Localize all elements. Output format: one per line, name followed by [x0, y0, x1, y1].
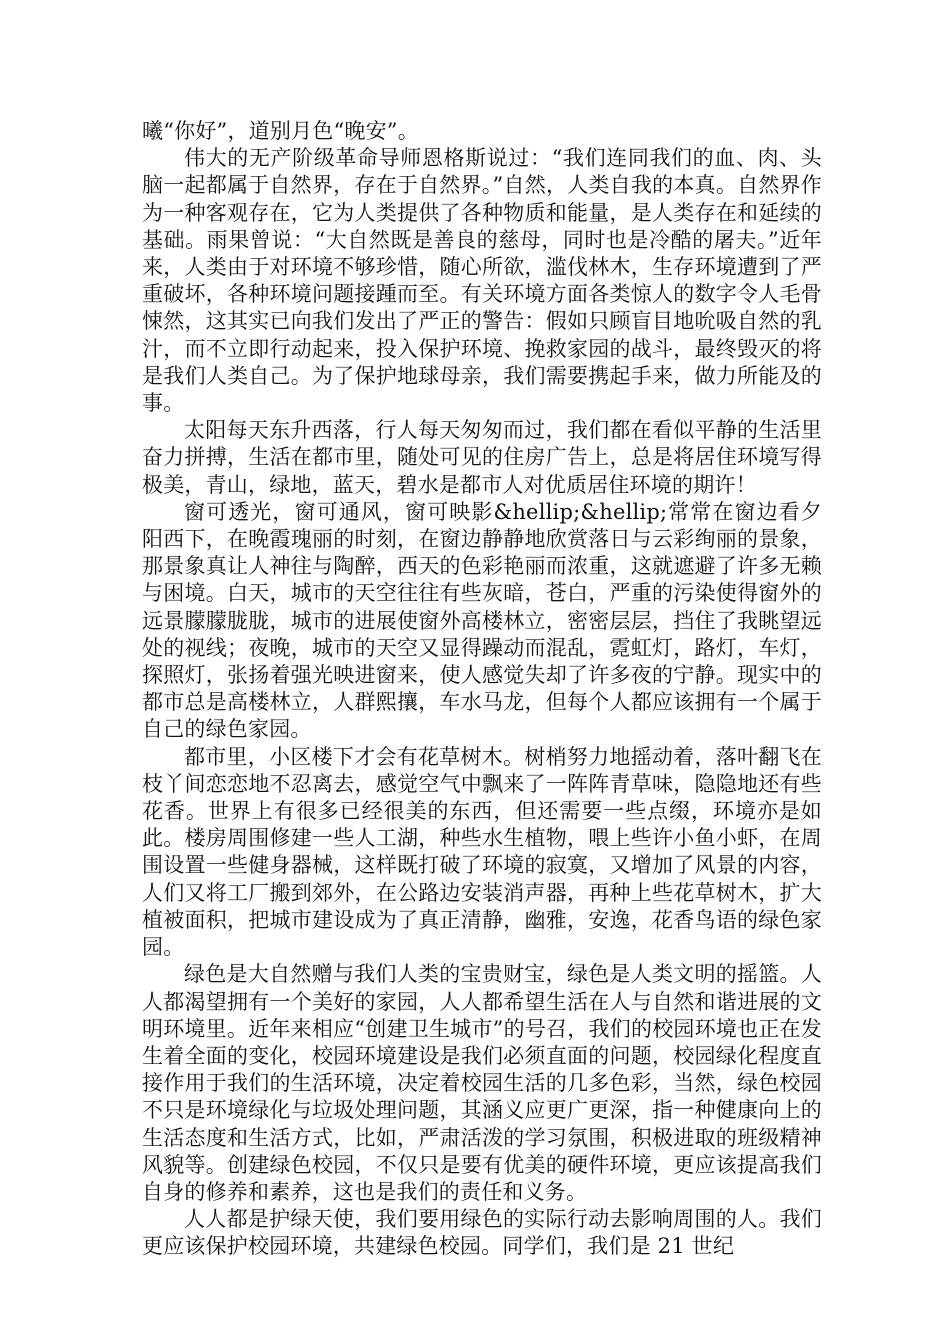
paragraph-3: 太阳每天东升西落，行人每天匆匆而过，我们都在看似平静的生活里奋力拼搏，生活在都市里，随处可见的住房广告上，总是将居住环境写得极美，青山，绿地，蓝天，碧水是都市人对优质居住环境的期许！ — [142, 418, 822, 497]
paragraph-5: 都市里，小区楼下才会有花草树木。树梢努力地摇动着，落叶翻飞在枝丫间恋恋地不忍离去，感觉空气中飘来了一阵阵青草味，隐隐地还有些花香。世界上有很多已经很美的东西，但还需要一些点缀，环境亦是如此。楼房周围修建一些人工湖，种些水生植物，喂上些许小鱼小虾，在周围设置一些健身器械，这样既打破了环境的寂寞，又增加了风景的内容，人们又将工厂搬到郊外，在公路边安装消声器，再种上些花草树木，扩大植被面积，把城市建设成为了真正清静，幽雅，安逸，花香鸟语的绿色家园。 — [142, 744, 822, 960]
paragraph-1: 曦“你好”，道别月色“晚安”。 — [142, 119, 419, 143]
paragraph-2: 伟大的无产阶级革命导师恩格斯说过：“我们连同我们的血、肉、头脑一起都属于自然界，存在于自然界。”自然，人类自我的本真。自然界作为一种客观存在，它为人类提供了各种物质和能量，是人类存在和延续的基础。雨果曾说：“大自然既是善良的慈母，同时也是冷酷的屠夫。”近年来，人类由于对环境不够珍惜，随心所欲，滥伐林木，生存环境遭到了严重破坏，各种环境问题接踵而至。有关环境方面各类惊人的数字令人毛骨悚然，这其实已向我们发出了严正的警告：假如只顾盲目地吮吸自然的乳汁，而不立即行动起来，投入保护环境、挽救家园的战斗，最终毁灭的将是我们人类自己。为了保护地球母亲，我们需要携起手来，做力所能及的事。 — [142, 146, 822, 416]
paragraph-7: 人人都是护绿天使，我们要用绿色的实际行动去影响周围的人。我们更应该保护校园环境，共建绿色校园。同学们，我们是 21 世纪 — [142, 1207, 822, 1259]
paragraph-4: 窗可透光，窗可通风，窗可映影&hellip;&hellip;常常在窗边看夕阳西下，在晚霞瑰丽的时刻，在窗边静静地欣赏落日与云彩绚丽的景象，那景象真让人神往与陶醉，西天的色彩艳丽而浓重，这就遮避了许多无赖与困境。白天，城市的天空往往有些灰暗，苍白，严重的污染使得窗外的远景朦朦胧胧，城市的进展使窗外高楼林立，密密层层，挡住了我眺望远处的视线；夜晚，城市的天空又显得躁动而混乱，霓虹灯，路灯，车灯，探照灯，张扬着强光映进窗来，使人感觉失却了许多夜的宁静。现实中的都市总是高楼林立，人群熙攘，车水马龙，但每个人都应该拥有一个属于自己的绿色家园。 — [142, 499, 822, 742]
document-body — [142, 118, 822, 1261]
paragraph-6: 绿色是大自然赠与我们人类的宝贵财宝，绿色是人类文明的摇篮。人人都渴望拥有一个美好的家园，人人都希望生活在人与自然和谐进展的文明环境里。近年来相应“创建卫生城市”的号召，我们的校园环境也正在发生着全面的变化，校园环境建设是我们必须直面的问题，校园绿化程度直接作用于我们的生活环境，决定着校园生活的几多色彩，当然，绿色校园不只是环境绿化与垃圾处理问题，其涵义应更广更深，指一种健康向上的生活态度和生活方式，比如，严肃活泼的学习氛围，积极进取的班级精神风貌等。创建绿色校园，不仅只是要有优美的硬件环境，更应该提高我们自身的修养和素养，这也是我们的责任和义务。 — [142, 962, 822, 1204]
